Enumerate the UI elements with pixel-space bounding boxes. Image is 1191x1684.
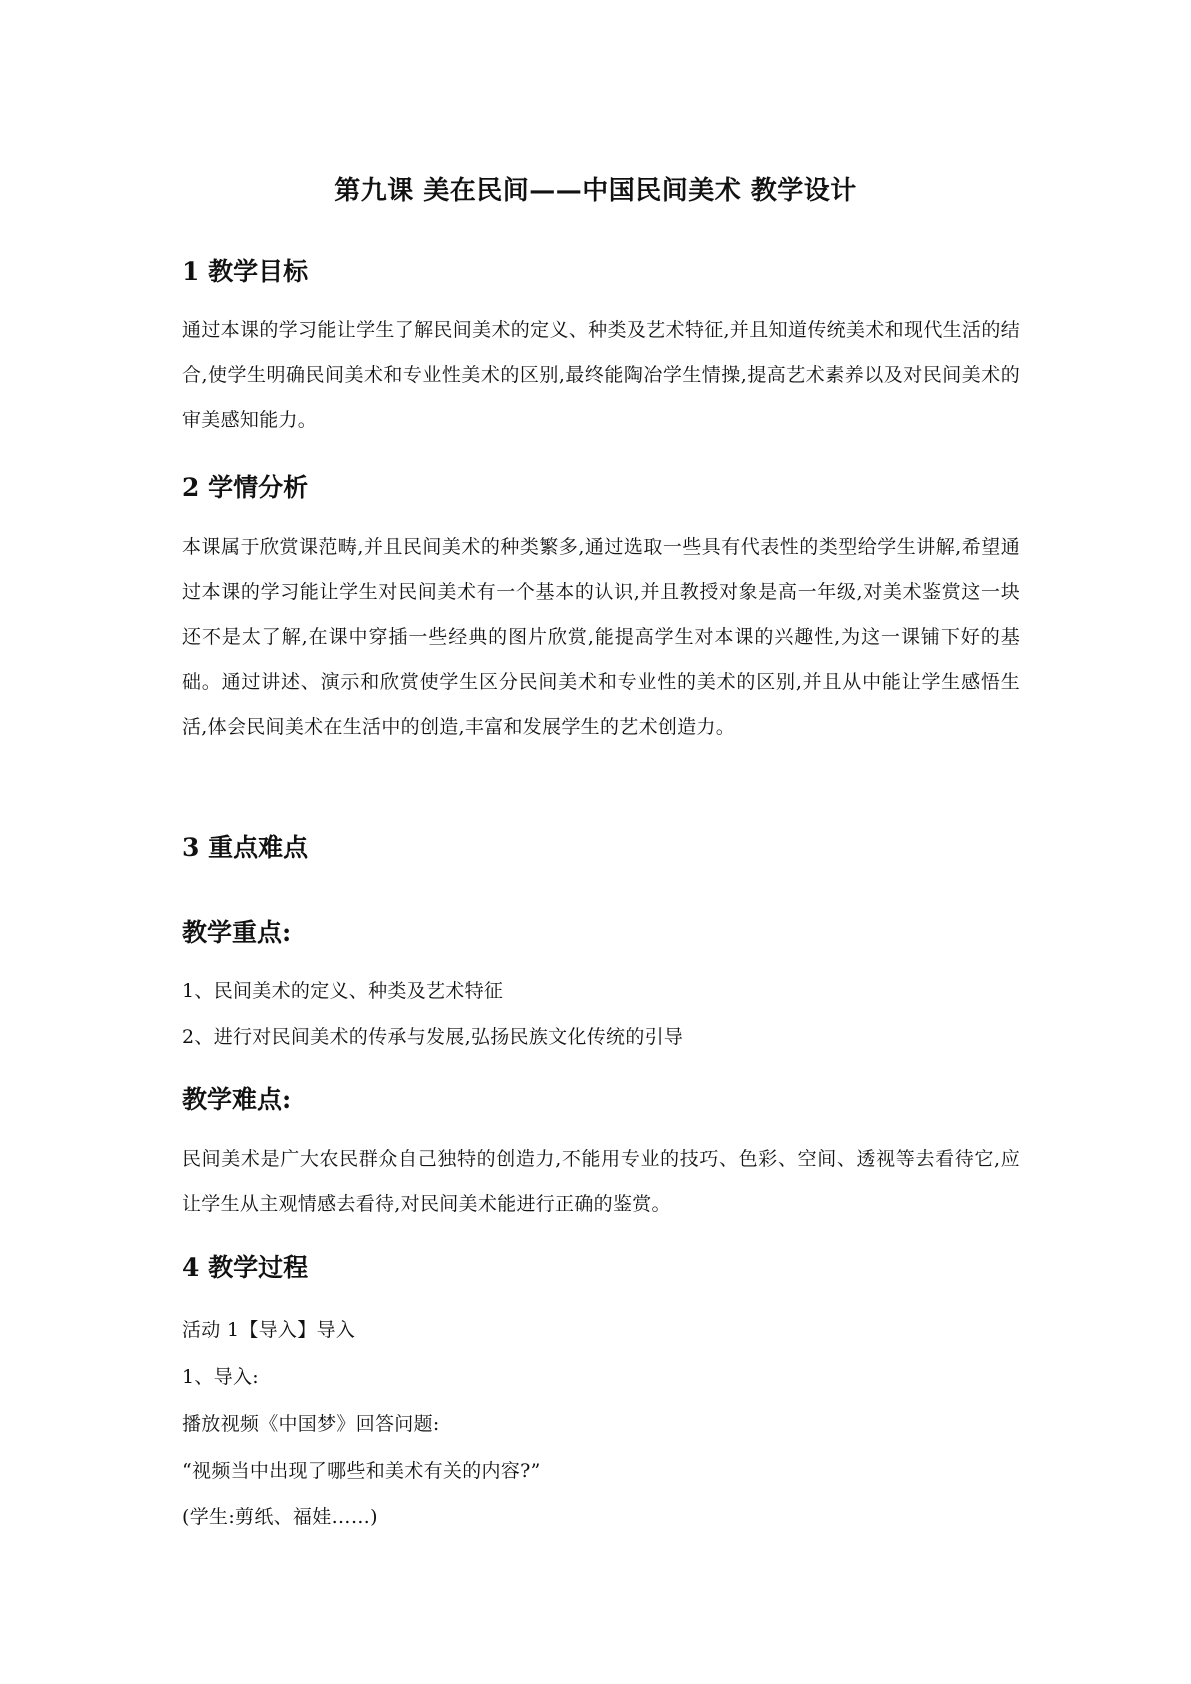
section-body-student-analysis: 本课属于欣赏课范畴,并且民间美术的种类繁多,通过选取一些具有代表性的类型给学生讲解,希望通过本课的学习能让学生对民间美术有一个基本的认识,并且教授对象是高一年级,对美术鉴赏这一块还不是太了解,在课中穿插一些经典的图片欣赏,能提高学生对本课的兴趣性,为这一课铺下好的基础。通过讲述、演示和欣赏使学生区分民间美术和专业性的美术的区别,并且从中能让学生感悟生活,体会民间美术在生活中的创造,丰富和发展学生的艺术创造力。: [182, 536, 1020, 738]
key-point-item: 1、民间美术的定义、种类及艺术特征: [182, 980, 504, 1002]
subheading-difficult-points: 教学难点:: [182, 1085, 292, 1114]
process-line: (学生:剪纸、福娃……): [182, 1506, 378, 1528]
process-line: 活动 1【导入】导入: [182, 1319, 356, 1341]
section-heading-student-analysis: 2 学情分析: [182, 473, 309, 502]
section-heading-key-difficult: 3 重点难点: [182, 833, 309, 862]
section-body-teaching-goals: 通过本课的学习能让学生了解民间美术的定义、种类及艺术特征,并且知道传统美术和现代生活的结合,使学生明确民间美术和专业性美术的区别,最终能陶冶学生情操,提高艺术素养以及对民间美术的审美感知能力。: [182, 319, 1020, 431]
key-point-item: 2、进行对民间美术的传承与发展,弘扬民族文化传统的引导: [182, 1026, 684, 1048]
document-title: 第九课 美在民间——中国民间美术 教学设计: [334, 176, 857, 206]
difficult-points-body: 民间美术是广大农民群众自己独特的创造力,不能用专业的技巧、色彩、空间、透视等去看待它,应让学生从主观情感去看待,对民间美术能进行正确的鉴赏。: [182, 1148, 1020, 1215]
process-line: “视频当中出现了哪些和美术有关的内容?”: [182, 1460, 541, 1482]
subheading-key-points: 教学重点:: [182, 918, 292, 947]
section-heading-teaching-goals: 1 教学目标: [182, 257, 309, 286]
process-line: 1、导入:: [182, 1366, 259, 1388]
process-line: 播放视频《中国梦》回答问题:: [182, 1413, 440, 1435]
section-heading-teaching-process: 4 教学过程: [182, 1253, 309, 1282]
